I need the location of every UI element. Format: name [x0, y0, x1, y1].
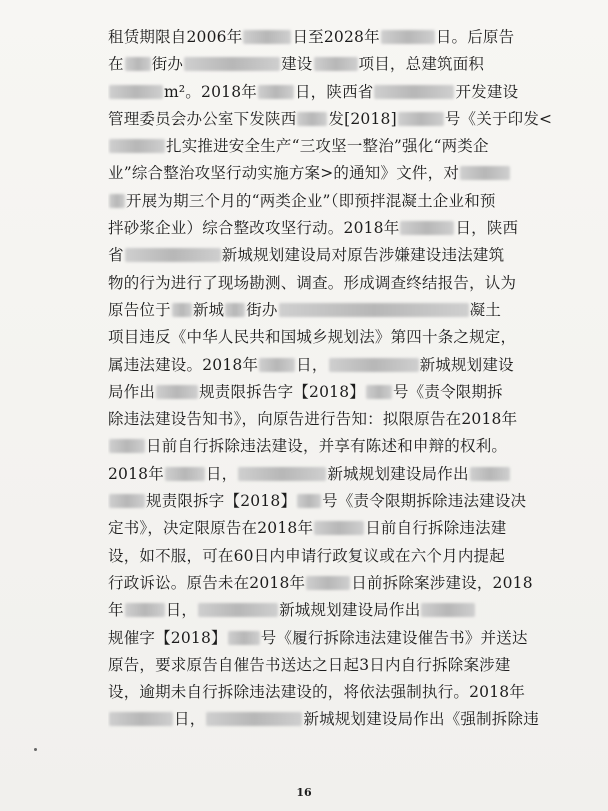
text-line-14	[108, 379, 578, 406]
text-segment: 规责限拆告字【2018】	[199, 382, 365, 401]
redacted-block	[421, 603, 475, 617]
text-segment: 扎实推进安全生产“三攻坚一整治”强化“两类企	[166, 137, 489, 156]
redacted-block	[374, 85, 454, 99]
redacted-block	[225, 303, 245, 317]
redacted-block	[297, 112, 327, 126]
redacted-block	[125, 57, 151, 71]
scan-speck	[34, 748, 37, 751]
text-segment: 业”综合整治攻坚行动实施方案>的通知》文件，对	[108, 164, 460, 183]
redacted-block	[470, 467, 510, 481]
text-line-15	[108, 406, 578, 433]
redacted-block	[381, 30, 435, 44]
text-segment: 规催字【2018】	[108, 628, 227, 647]
text-segment: 2018年	[108, 464, 164, 483]
text-segment: 设，如不服，可在60日内申请行政复议或在六个月内提起	[108, 546, 505, 565]
text-line-17	[108, 461, 578, 488]
text-segment: 管理委员会办公室下发陕西	[108, 109, 297, 128]
text-segment: 凝土	[469, 300, 502, 319]
text-segment: 号《责令限期拆除违法建设决	[322, 492, 527, 511]
redacted-block	[314, 57, 358, 71]
text-segment: 在	[108, 55, 124, 74]
redacted-block	[206, 712, 302, 726]
text-segment: 新城	[192, 300, 225, 319]
text-segment: 新城规划建设局对原告涉嫌建设违法建筑	[221, 246, 505, 265]
text-segment: 省	[108, 246, 124, 265]
text-segment: m²。2018年	[164, 82, 257, 101]
redacted-block	[398, 112, 444, 126]
text-segment: 街办	[246, 300, 278, 319]
text-segment: 项目违反《中华人民共和国城乡规划法》第四十条之规定，	[108, 328, 517, 347]
text-segment: 日，陕西省	[294, 82, 374, 101]
redacted-block	[198, 603, 278, 617]
document-body	[108, 24, 578, 734]
redacted-block	[258, 85, 294, 99]
text-segment: 发[2018]	[328, 109, 397, 128]
redacted-block	[109, 494, 145, 508]
text-segment: 日，	[205, 464, 238, 483]
text-segment: 号《责令限期拆	[392, 382, 503, 401]
redacted-block	[109, 712, 173, 726]
redacted-block	[125, 248, 221, 262]
text-segment: 原告位于	[108, 300, 171, 319]
text-segment: 原告，要求原告自催告书送达之日起3日内自行拆除案涉建	[108, 655, 511, 674]
text-segment: 除违法建设告知书》，向原告进行告知：拟限原告在2018年	[108, 410, 518, 429]
text-segment: 设，逾期未自行拆除违法建设的，将依法强制执行。2018年	[108, 683, 526, 702]
text-segment: 日前自行拆除违法建设，并享有陈述和申辩的权利。	[146, 437, 508, 456]
text-line-12	[108, 324, 578, 351]
text-line-11	[108, 297, 578, 324]
text-segment: 行政诉讼。原告未在2018年	[108, 573, 306, 592]
text-line-3	[108, 79, 578, 106]
text-segment: 局作出	[108, 382, 156, 401]
text-line-24	[108, 652, 578, 679]
text-segment: 日前自行拆除违法建	[365, 519, 507, 538]
text-line-25	[108, 679, 578, 706]
text-segment: 新城规划建设局作出	[327, 464, 469, 483]
text-segment: 号《关于印发<	[444, 109, 553, 128]
redacted-block	[109, 194, 125, 208]
text-segment: 新城规划建设	[419, 355, 514, 374]
redacted-block	[297, 494, 321, 508]
text-segment: 项目，总建筑面积	[358, 55, 485, 74]
text-line-4	[108, 106, 578, 133]
redacted-block	[109, 439, 145, 453]
redacted-block	[156, 385, 198, 399]
redacted-block	[460, 166, 510, 180]
redacted-block	[314, 521, 364, 535]
text-segment: 物的行为进行了现场勘测、调查。形成调查终结报告，认为	[108, 273, 517, 292]
redacted-block	[329, 358, 419, 372]
text-line-20	[108, 543, 578, 570]
redacted-block	[184, 57, 280, 71]
redacted-block	[109, 139, 165, 153]
redacted-block	[172, 303, 192, 317]
text-line-23	[108, 625, 578, 652]
text-line-7	[108, 188, 578, 215]
text-segment: 街办	[151, 55, 184, 74]
text-segment: 日前拆除案涉建设，2018	[351, 573, 533, 592]
text-segment: 日，	[296, 355, 328, 374]
text-segment: 日，	[165, 601, 198, 620]
redacted-block	[238, 467, 326, 481]
text-line-13	[108, 352, 578, 379]
text-segment: 定书》，决定限原告在2018年	[108, 519, 314, 538]
text-line-2	[108, 51, 578, 78]
text-segment: 日至2028年	[292, 28, 380, 46]
text-line-6	[108, 160, 578, 187]
redacted-block	[125, 603, 165, 617]
text-line-1	[108, 24, 578, 51]
redacted-block	[109, 85, 163, 99]
redacted-block	[306, 576, 350, 590]
redacted-block	[165, 467, 205, 481]
text-line-22	[108, 597, 578, 624]
text-line-26	[108, 706, 578, 733]
text-segment: 日。后原告	[435, 28, 515, 46]
redacted-block	[259, 358, 295, 372]
text-segment: 新城规划建设局作出《强制拆除违	[303, 710, 539, 729]
text-segment: 拌砂浆企业）综合整改攻坚行动。2018年	[108, 219, 400, 238]
text-line-19	[108, 515, 578, 542]
text-segment: 开展为期三个月的“两类企业”（即预拌混凝土企业和预	[126, 191, 496, 210]
text-segment: 规责限拆字【2018】	[146, 492, 297, 511]
redacted-block	[366, 385, 392, 399]
text-segment: 年	[108, 601, 124, 620]
text-line-9	[108, 242, 578, 269]
redacted-block	[243, 30, 291, 44]
text-segment: 新城规划建设局作出	[279, 601, 421, 620]
redacted-block	[279, 303, 469, 317]
text-line-10	[108, 270, 578, 297]
page-number: 16	[296, 786, 312, 799]
text-segment: 开发建设	[455, 82, 519, 101]
text-line-21	[108, 570, 578, 597]
text-segment: 日，	[174, 710, 206, 729]
redacted-block	[400, 221, 454, 235]
text-line-16	[108, 433, 578, 460]
text-line-18	[108, 488, 578, 515]
text-line-8	[108, 215, 578, 242]
text-line-5	[108, 133, 578, 160]
text-segment: 属违法建设。2018年	[108, 355, 259, 374]
text-segment: 日，陕西	[455, 219, 519, 238]
redacted-block	[228, 631, 260, 645]
text-segment: 建设	[281, 55, 313, 74]
text-segment: 租赁期限自2006年	[108, 28, 243, 46]
text-segment: 号《履行拆除违法建设催告书》并送达	[260, 628, 528, 647]
